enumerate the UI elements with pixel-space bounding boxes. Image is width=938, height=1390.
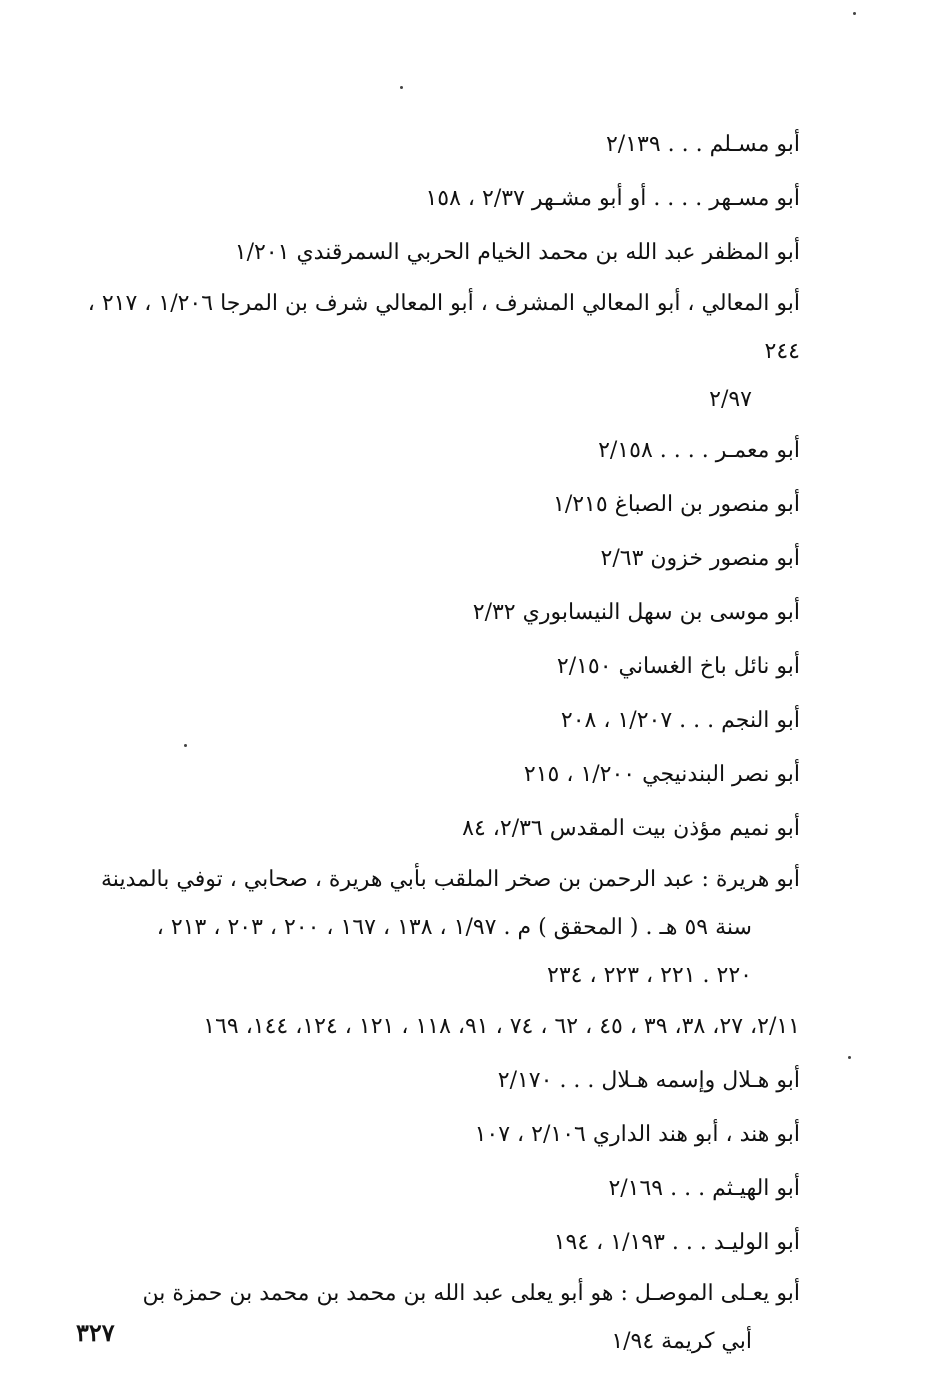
index-entry xyxy=(70,1216,800,1270)
index-entry xyxy=(70,280,800,424)
entry-text: أبو النجم . . . ١/٢٠٧ ، ٢٠٨ xyxy=(560,708,800,733)
entry-text: أبو الهيـثم . . . ٢/١٦٩ xyxy=(608,1176,800,1201)
entry-continuation: ٢/٩٧ xyxy=(709,387,752,412)
index-entries xyxy=(70,118,800,1366)
entry-text: أبو مسـهر . . . . أو أبو مشـهر ٢/٣٧ ، ١٥٨ xyxy=(425,186,800,211)
index-entry xyxy=(70,1108,800,1162)
index-entry xyxy=(70,694,800,748)
index-entry xyxy=(70,478,800,532)
entry-text: أبو موسى بن سهل النيسابوري ٢/٣٢ xyxy=(472,600,800,625)
index-entry xyxy=(70,1054,800,1108)
entry-text: أبو المظفر عبد الله بن محمد الخيام الحربي السمرقندي ١/٢٠١ xyxy=(234,240,800,265)
index-entry xyxy=(70,424,800,478)
index-entry xyxy=(70,172,800,226)
index-entry xyxy=(70,748,800,802)
entry-text: أبو نصر البندنيجي ١/٢٠٠ ، ٢١٥ xyxy=(523,762,800,787)
scan-speck xyxy=(184,744,187,747)
entry-text: أبو يعـلى الموصـل : هو أبو يعلى عبد الله بن محمد بن محمد بن حمزة بن xyxy=(142,1281,800,1306)
index-entry xyxy=(70,802,800,856)
entry-text: ٢/١١، ٢٧، ٣٨، ٣٩ ، ٤٥ ، ٦٢ ، ٧٤ ، ٩١، ١١٨ ، ١٢١ ، ١٢٤، ١٤٤، ١٦٩ xyxy=(203,1014,800,1039)
index-entry xyxy=(70,226,800,280)
index-entry xyxy=(70,586,800,640)
page-number: ٣٢٧ xyxy=(76,1318,115,1347)
scan-speck xyxy=(853,12,856,15)
entry-text: أبو منصور خزون ٢/٦٣ xyxy=(600,546,800,571)
index-entry xyxy=(70,856,800,1000)
entry-text: أبو هريرة : عبد الرحمن بن صخر الملقب بأبي هريرة ، صحابي ، توفي بالمدينة xyxy=(101,867,800,892)
entry-text: أبو مسـلم . . . ٢/١٣٩ xyxy=(605,132,800,157)
entry-continuation: أبي كريمة ١/٩٤ xyxy=(611,1329,752,1354)
scan-speck xyxy=(400,86,403,89)
index-entry xyxy=(70,640,800,694)
entry-text: أبو منصور بن الصباغ ١/٢١٥ xyxy=(553,492,800,517)
entry-continuation: سنة ٥٩ هـ . ( المحقق ) م . ١/٩٧ ، ١٣٨ ، ١٦٧ ، ٢٠٠ ، ٢٠٣ ، ٢١٣ ، xyxy=(156,915,752,940)
index-entry xyxy=(70,1162,800,1216)
entry-text: أبو هـلال وإسمه هـلال . . . ٢/١٧٠ xyxy=(497,1068,800,1093)
index-entry xyxy=(70,1000,800,1054)
entry-text: أبو نائل باخ الغساني ٢/١٥٠ xyxy=(556,654,800,679)
entry-text: أبو نميم مؤذن بيت المقدس ٢/٣٦، ٨٤ xyxy=(462,816,800,841)
entry-text: أبو هند ، أبو هند الداري ٢/١٠٦ ، ١٠٧ xyxy=(474,1122,800,1147)
index-entry xyxy=(70,1270,800,1366)
entry-text: أبو الوليـد . . . ١/١٩٣ ، ١٩٤ xyxy=(553,1230,800,1255)
index-entry xyxy=(70,118,800,172)
index-entry xyxy=(70,532,800,586)
scan-speck xyxy=(848,1056,851,1059)
entry-continuation: ٢٢٠ . ٢٢١ ، ٢٢٣ ، ٢٣٤ xyxy=(547,963,752,988)
entry-text: أبو معمـر . . . . ٢/١٥٨ xyxy=(598,438,800,463)
entry-text: أبو المعالي ، أبو المعالي المشرف ، أبو المعالي شرف بن المرجا ١/٢٠٦ ، ٢١٧ ، ٢٤٤ xyxy=(87,291,800,364)
